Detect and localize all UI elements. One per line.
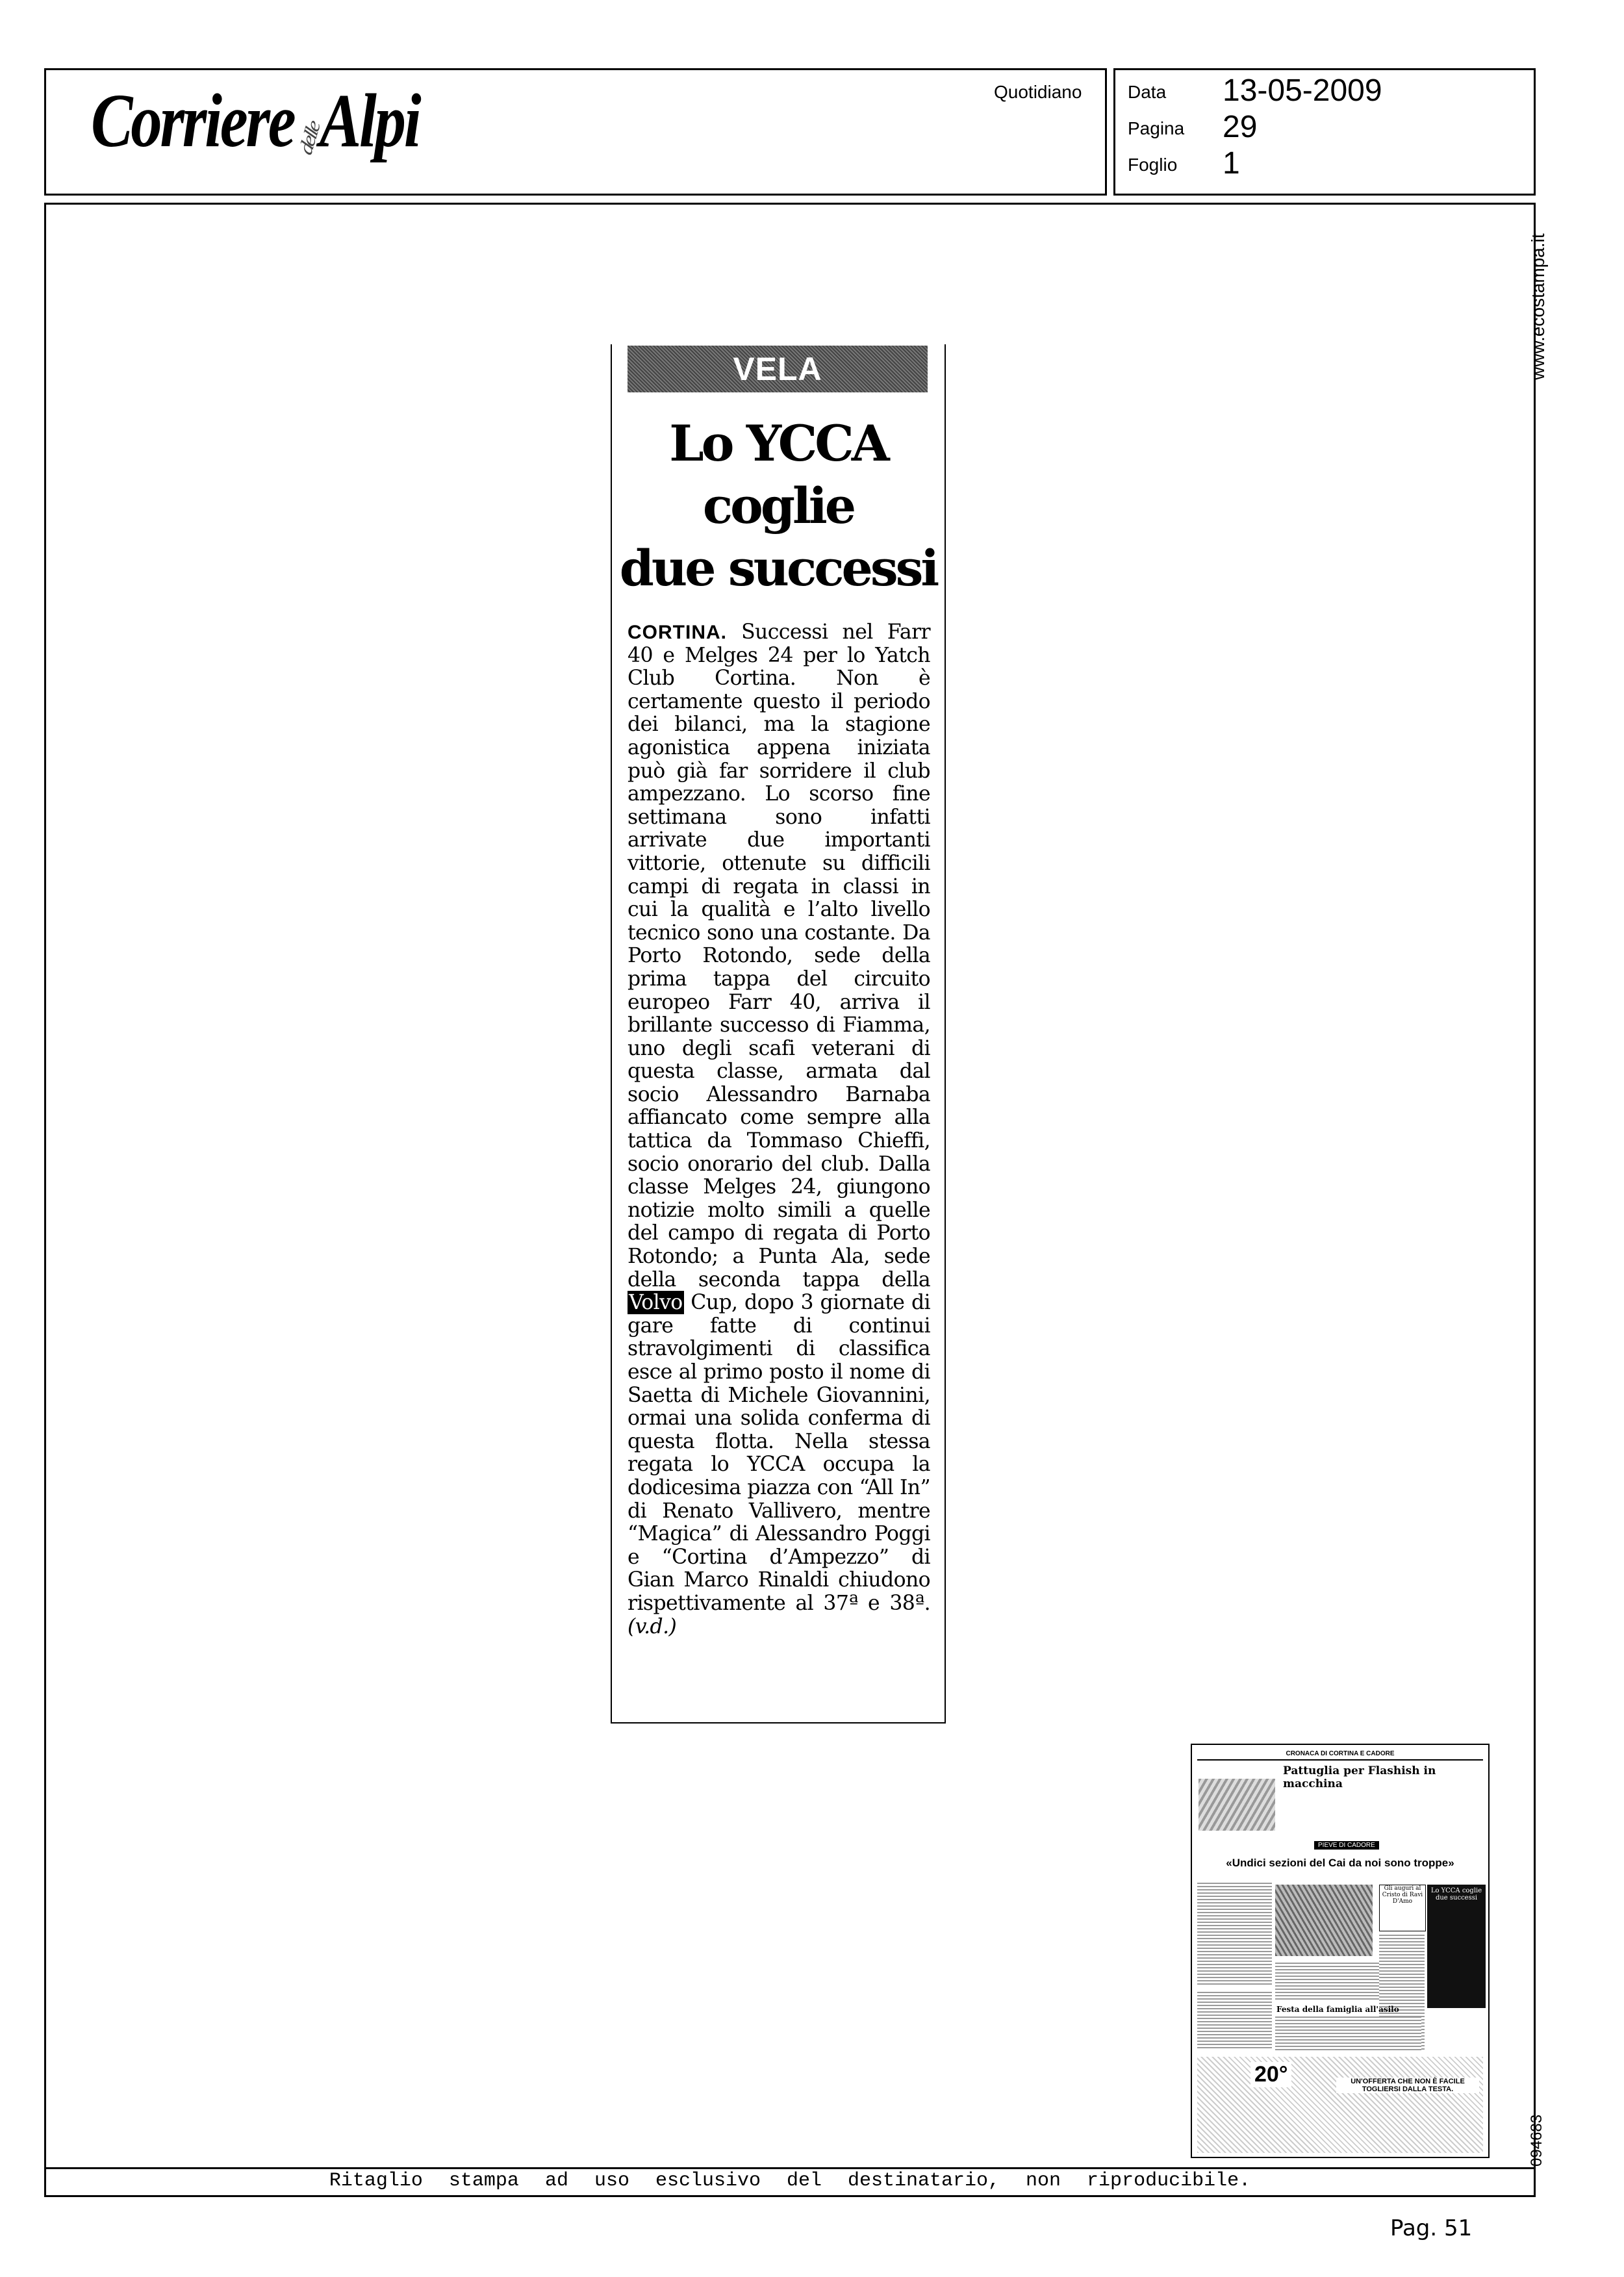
meta-value-data: 13-05-2009 (1223, 73, 1382, 108)
publication-type: Quotidiano (994, 82, 1082, 102)
clipping-code: 094683 (1528, 2114, 1545, 2167)
article-signature: (v.d.) (628, 1614, 677, 1638)
thumb-ycca-article: Lo YCCA coglie due successi (1427, 1885, 1486, 2008)
article-body-highlight: Volvo (629, 1291, 683, 1315)
article-body (628, 621, 930, 1638)
article-headline (612, 413, 945, 600)
headline-line: coglie (702, 477, 854, 535)
masthead-corriere: Corriere (91, 78, 294, 163)
thumb-photo (1199, 1779, 1275, 1831)
meta-label-pagina: Pagina (1128, 118, 1185, 138)
thumb-advert (1197, 2057, 1483, 2153)
thumb-headline-main: «Undici sezioni del Cai da noi sono troppe» (1226, 1857, 1454, 1869)
article-dateline: CORTINA. (628, 622, 727, 643)
page-thumbnail (1191, 1744, 1490, 2158)
footer-divider (44, 2167, 1536, 2169)
page-number: Pag. 51 (1390, 2215, 1473, 2241)
thumb-ad-number: 20° (1250, 2062, 1291, 2087)
thumb-photo (1275, 1885, 1373, 1956)
thumb-ad-text: UN'OFFERTA CHE NON È FACILE TOGLIERSI DALLA TESTA. (1336, 2078, 1479, 2093)
thumb-caption: Festa della famiglia all'asilo (1276, 2005, 1399, 2014)
meta-value-foglio: 1 (1223, 146, 1240, 181)
article-kicker: VELA (628, 346, 928, 392)
thumb-text-column (1275, 2016, 1421, 2052)
meta-label-data: Data (1128, 82, 1167, 102)
article-body-part1: Successi nel Farr 40 e Melges 24 per lo Yatch Club Cortina. Non è certamente questo il periodo dei bilanci, ma la stagione agonistica appena iniziata può già far sorridere il club ampezzano. Lo scorso fine settimana sono infatti arrivate due importanti vittorie, ottenute su difficili campi di regata in classi in cui la qualità e l’alto livello tecnico sono una costante. Da Porto Rotondo, sede della prima tappa del circuito europeo Farr 40, arriva il brillante successo di Fiamma, uno degli scafi veterani di questa classe, armata dal socio Alessandro Barnaba affiancato come sempre alla tattica da Tommaso Chieffi, socio onorario del club. Dalla classe Melges 24, giungono notizie molto simili a quelle del campo di regata di Porto Rotondo; a Punta Ala, sede della seconda tappa della (628, 620, 930, 1291)
thumb-text-column (1197, 1883, 1272, 1987)
thumb-tag: PIEVE DI CADORE (1314, 1841, 1379, 1850)
article-column (611, 344, 946, 1724)
thumb-headline-top: Pattuglia per Flashish in macchina (1283, 1764, 1436, 1790)
footer-note: Ritaglio stampa ad uso esclusivo del destinatario, non riproducibile. (329, 2170, 1251, 2192)
website-vertical: www.ecostampa.it (1528, 233, 1548, 380)
thumb-text-column (1197, 1992, 1272, 2050)
meta-label-foglio: Foglio (1128, 155, 1178, 175)
thumb-section-bar: CRONACA DI CORTINA E CADORE (1197, 1750, 1483, 1761)
article-body-part2: Cup, dopo 3 giornate di gare fatte di continui stravolgimenti di classifica esce al primo posto il nome di Saetta di Michele Giovannini, ormai una solida conferma di questa flotta. Nella stessa regata lo YCCA occupa la dodicesima piazza con “All In” di Renato Vallivero, mentre “Magica” di Alessandro Poggi e “Cortina d’Ampezzo” di Gian Marco Rinaldi chiudono rispettivamente al 37ª e 38ª. (628, 1291, 930, 1615)
headline-line: Lo YCCA (669, 414, 887, 472)
headline-line: due successi (619, 539, 937, 597)
thumb-box: Gli auguri al Cristo di Ravi D'Amo (1379, 1885, 1426, 1931)
masthead-delle: delle (294, 118, 324, 159)
masthead-alpi: Alpi (319, 78, 420, 163)
meta-value-pagina: 29 (1223, 110, 1258, 144)
newspaper-masthead (91, 77, 419, 165)
